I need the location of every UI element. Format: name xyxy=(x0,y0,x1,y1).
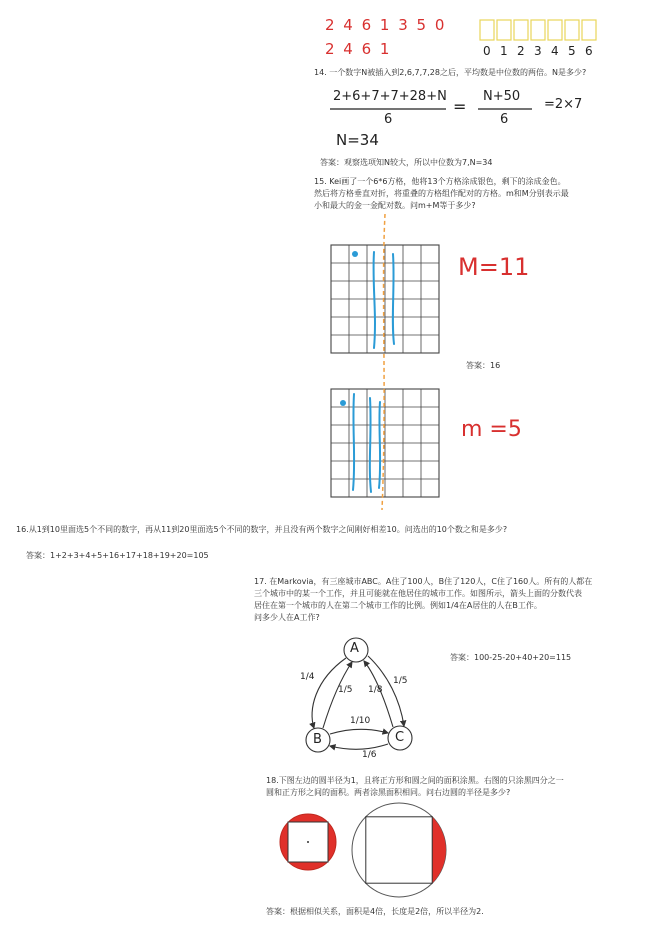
q14-work-left-numerator: 2+6+7+7+28+N xyxy=(333,89,447,104)
q18-question-line1: 18.下图左边的圆半径为1，且将正方形和圆之间的面积涂黑。右图的只涂黑四分之一 xyxy=(266,776,564,785)
q18-right-circle-figure xyxy=(349,800,449,900)
frac-b-to-a: 1/5 xyxy=(338,685,353,695)
frac-c-to-b: 1/6 xyxy=(362,750,377,760)
node-a-label: A xyxy=(350,641,359,656)
q17-city-diagram xyxy=(290,630,440,770)
number-line-label: 0 xyxy=(483,44,491,58)
q15-question-line2: 然后将方格垂直对折，将重叠的方格组作配对的方格。m和M分别表示最 xyxy=(314,189,569,198)
q17-question-line1: 17. 在Markovia，有三座城市ABC。A住了100人，B住了120人，C住了160人。所有的人都在 xyxy=(254,577,593,586)
q14-work-left-denominator: 6 xyxy=(384,112,393,127)
frac-a-to-c: 1/5 xyxy=(393,676,408,686)
q16-answer: 答案：1+2+3+4+5+16+17+18+19+20=105 xyxy=(26,551,209,560)
q14-work-right-denominator: 6 xyxy=(500,112,509,127)
q17-answer: 答案：100-25-20+40+20=115 xyxy=(450,653,572,662)
number-line-label: 5 xyxy=(568,44,576,58)
number-line-label: 2 xyxy=(517,44,525,58)
q14-work-equals: = xyxy=(453,97,467,116)
q16-question: 16.从1到10里面选5个不同的数字，再从11到20里面选5个不同的数字，并且没有两个数字之间刚好相差10。问选出的10个数之和是多少? xyxy=(16,525,508,534)
q15-question-line1: 15. Kei画了一个6*6方格，他将13个方格涂成银色，剩下的涂成金色。 xyxy=(314,177,566,186)
node-c-label: C xyxy=(395,730,405,745)
number-line-label: 6 xyxy=(585,44,593,58)
q17-question-line3: 居住在第一个城市的人在第二个城市工作的比例。例如1/4在A居住的人在B工作。 xyxy=(254,601,542,610)
frac-c-to-a: 1/8 xyxy=(368,685,383,695)
blue-dot xyxy=(352,251,358,257)
q14-work-right-tail: =2×7 xyxy=(544,97,583,112)
number-line-label: 4 xyxy=(551,44,559,58)
number-line-boxes xyxy=(478,18,608,44)
q18-left-circle-figure xyxy=(276,810,340,874)
q14-fraction-bar-right xyxy=(478,107,538,111)
q15-question-line3: 小和最大的金一金配对数。问m+M等于多少? xyxy=(314,201,476,210)
handwritten-sequence-1: 2 4 6 1 3 5 0 xyxy=(325,16,447,34)
number-line-labels xyxy=(478,44,608,58)
q15-label-big-m: M=11 xyxy=(458,253,530,281)
number-line-label: 1 xyxy=(500,44,508,58)
q14-fraction-bar-left xyxy=(330,107,450,111)
fold-line xyxy=(376,214,390,514)
q14-work-result: N=34 xyxy=(336,131,379,149)
q15-label-small-m: m =5 xyxy=(461,417,522,442)
q17-question-line2: 三个城市中的某一个工作，并且可能就在他居住的城市工作。如图所示，箭头上面的分数代表 xyxy=(254,589,582,598)
q17-question-line4: 问多少人在A工作? xyxy=(254,613,320,622)
frac-a-to-b: 1/4 xyxy=(300,672,315,682)
q14-work-right-numerator: N+50 xyxy=(483,89,521,104)
blue-dot xyxy=(340,400,346,406)
q14-answer: 答案：观察选项知N较大，所以中位数为7,N=34 xyxy=(320,158,493,167)
q15-answer: 答案：16 xyxy=(466,361,501,370)
node-b-label: B xyxy=(313,732,322,747)
q18-question-line2: 圆和正方形之间的面积。两者涂黑面积相同。问右边圆的半径是多少? xyxy=(266,788,511,797)
number-line-label: 3 xyxy=(534,44,542,58)
handwritten-sequence-2: 2 4 6 1 xyxy=(325,40,392,58)
frac-b-to-c: 1/10 xyxy=(350,716,371,726)
q18-answer: 答案：根据相似关系，面积是4倍，长度是2倍，所以半径为2. xyxy=(266,907,484,916)
q14-question: 14. 一个数字N被插入到2,6,7,7,28之后，平均数是中位数的两倍。N是多少? xyxy=(314,68,587,77)
